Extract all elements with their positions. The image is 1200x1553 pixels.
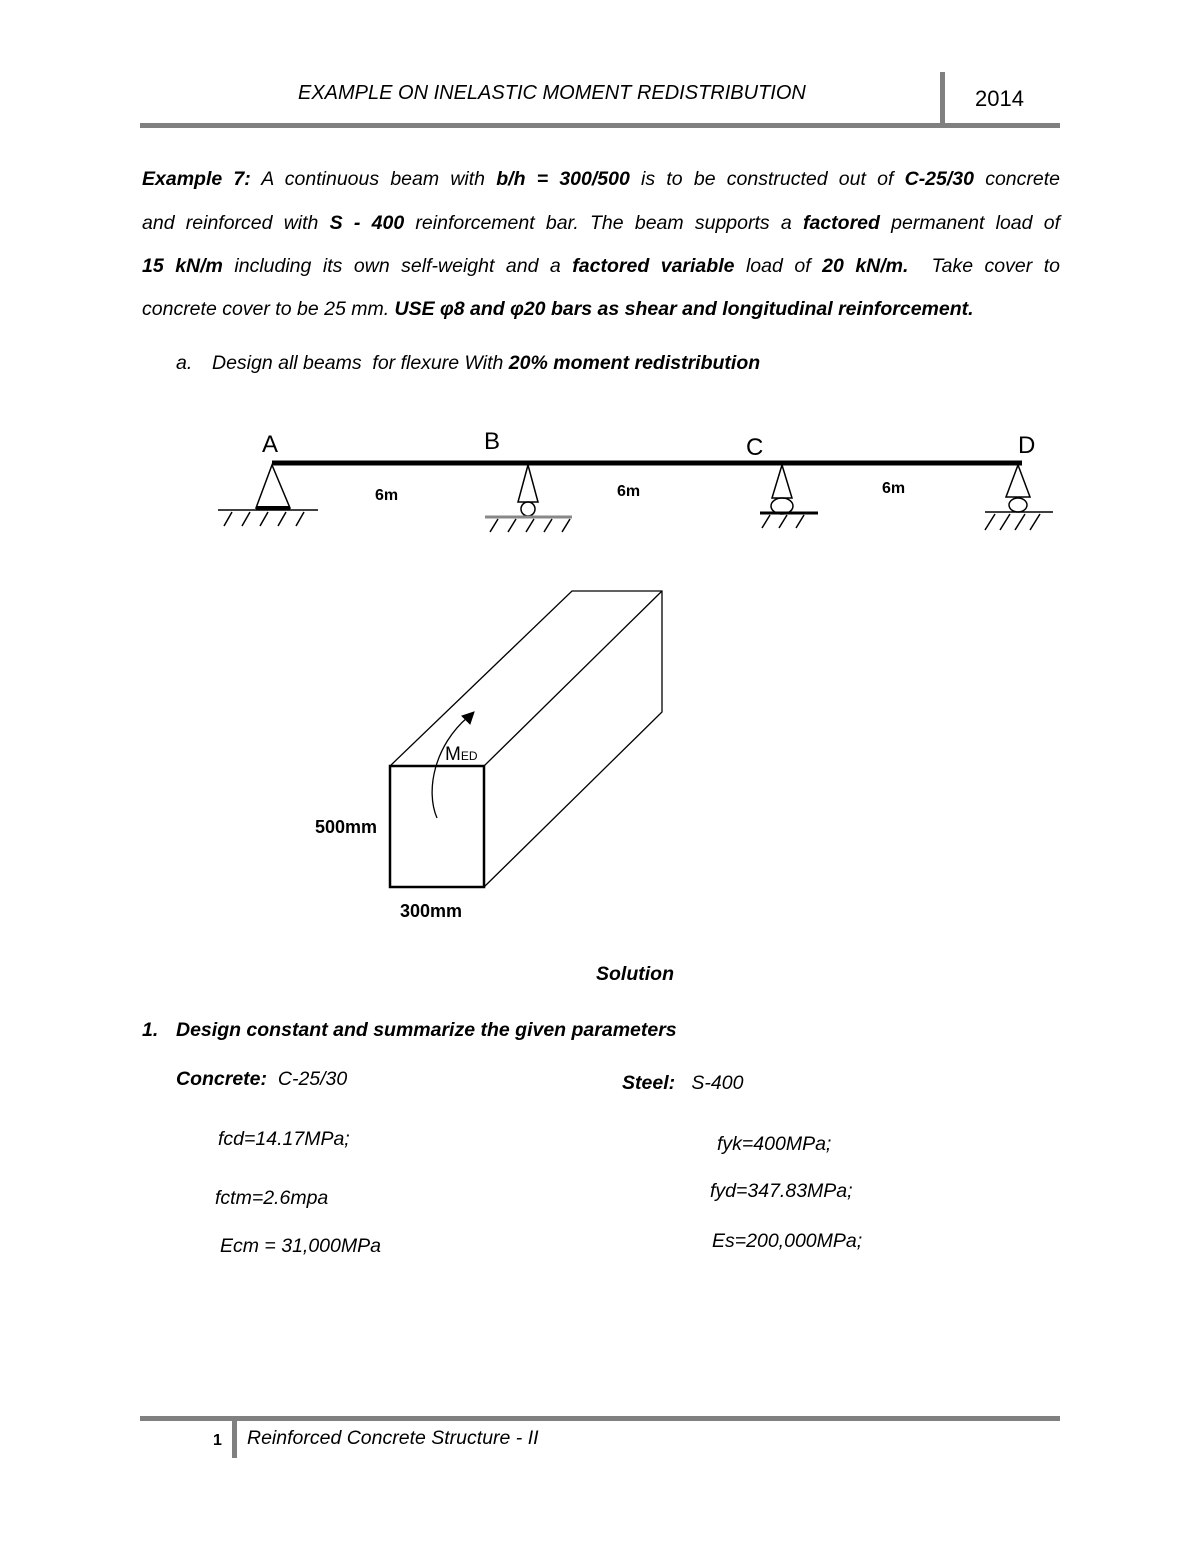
height-label: 500mm [315,817,378,837]
beam-section-3d [390,591,662,887]
page-number: 1 [213,1432,222,1449]
ecm-value: Ecm = 31,000MPa [220,1235,381,1257]
step-1-title: Design constant and summarize the given parameters [176,1019,677,1041]
header-title: EXAMPLE ON INELASTIC MOMENT REDISTRIBUTION [298,82,806,104]
support-d-roller [985,465,1053,530]
support-label-d: D [1018,432,1036,459]
span-label-cd: 6m [882,480,906,497]
moment-label: MED [445,744,478,765]
support-label-b: B [484,428,501,455]
steel-grade-line: Steel: S-400 [622,1072,744,1094]
support-label-c: C [746,434,764,461]
item-a-text: Design all beams for flexure With 20% moment redistribution [212,352,761,374]
support-label-a: A [262,431,279,458]
support-c-roller [760,465,818,528]
problem-line-3: 15 kN/m including its own self-weight and a factored variable load of 20 kN/m. Take cover to [142,255,1060,277]
support-a-pin [218,465,318,526]
item-a-marker: a. [176,352,193,374]
footer-divider [232,1418,237,1458]
footer-text: Reinforced Concrete Structure - II [247,1427,539,1449]
problem-line-2: and reinforced with S - 400 reinforcement bar. The beam supports a factored permanent load of [142,212,1060,234]
fyk-value: fyk=400MPa; [717,1133,832,1155]
solution-title: Solution [596,963,674,985]
es-value: Es=200,000MPa; [712,1230,863,1252]
span-label-bc: 6m [617,483,641,500]
footer-rule [140,1416,1060,1421]
problem-line-1: Example 7: A continuous beam with b/h = 300/500 is to be constructed out of C-25/30 concrete [142,168,1060,190]
header-year: 2014 [975,86,1024,111]
support-b-roller [485,465,572,532]
fcd-value: fcd=14.17MPa; [218,1128,350,1150]
span-label-ab: 6m [375,487,399,504]
fyd-value: fyd=347.83MPa; [710,1180,853,1202]
width-label: 300mm [400,901,463,921]
concrete-grade-line: Concrete: C-25/30 [176,1068,348,1090]
problem-line-4: concrete cover to be 25 mm. USE φ8 and φ20 bars as shear and longitudinal reinforcement. [142,298,974,320]
step-1-number: 1. [142,1019,159,1041]
fctm-value: fctm=2.6mpa [215,1187,329,1209]
